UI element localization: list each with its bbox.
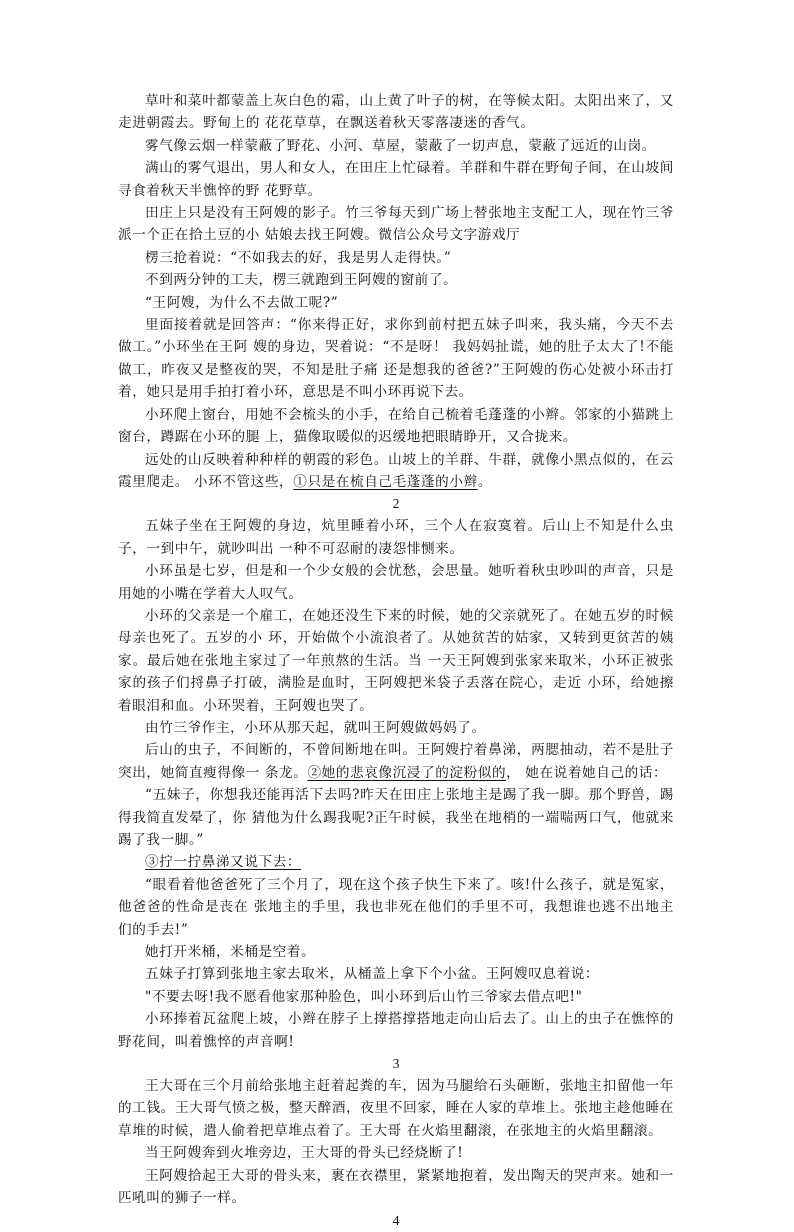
section-number: 2 xyxy=(392,496,400,512)
paragraph xyxy=(118,739,674,784)
paragraph xyxy=(118,851,674,873)
section-number: 4 xyxy=(392,1212,400,1228)
paragraph: 田庄上只是没有王阿嫂的影子。竹三爷每天到广场上替张地主支配工人，现在竹三爷派一个正在拾土豆的小 姑娘去找王阿嫂。微信公众号文字游戏厅 xyxy=(118,205,674,244)
paragraph-text: 后山的虫子，不间断的，不曾间断地在叫。王阿嫂拧着鼻涕，两腮抽动，若不是肚子突出，她简直瘦得像一 条龙。 xyxy=(118,742,674,781)
paragraph: 满山的雾气退出，男人和女人，在田庄上忙碌着。羊群和牛群在野甸子间，在山坡间寻食着秋天半憔悴的野 花野草。 xyxy=(118,160,674,199)
paragraph: 草叶和菜叶都蒙盖上灰白色的霜，山上黄了叶子的树，在等候太阳。太阳出来了，又走进朝霞去。野甸上的 花花草草，在飘送着秋天零落凄迷的香气。 xyxy=(118,93,674,132)
paragraph xyxy=(118,449,674,494)
document-body xyxy=(118,90,674,1232)
paragraph-text: ， 她在说着她自己的话： xyxy=(506,764,668,781)
paragraph: “王阿嫂，为什么不去做工呢?” xyxy=(145,294,339,311)
paragraph: 小环捧着瓦盆爬上坡，小辫在脖子上撑搭撑搭地走向山后去了。山上的虫子在憔悴的野花间，叫着憔悴的声音啊! xyxy=(118,1011,674,1050)
paragraph: 楞三抢着说：“不如我去的好，我是男人走得快。” xyxy=(145,249,452,266)
paragraph: 她打开米桶，米桶是空着。 xyxy=(145,944,316,961)
paragraph: 王大哥在三个月前给张地主赶着起粪的车，因为马腿给石头砸断，张地主扣留他一年的工钱。王大哥气愤之极，整天醉酒，夜里不回家，睡在人家的草堆上。张地主趁他睡在草堆的时候，遣人偷着把草堆点着了。王大哥 在火焰里翻滚，在张地主的火焰里翻滚。 xyxy=(118,1078,674,1139)
paragraph: 当王阿嫂奔到火堆旁边，王大哥的骨头已经烧断了! xyxy=(145,1145,464,1162)
underlined-annotation: ①只是在梳自己毛蓬蓬的小辫 xyxy=(293,473,478,490)
paragraph-text: 。 xyxy=(477,473,492,490)
paragraph: 雾气像云烟一样蒙蔽了野花、小河、草屋，蒙蔽了一切声息，蒙蔽了远近的山岗。 xyxy=(145,137,656,154)
paragraph: “眼看着他爸爸死了三个月了，现在这个孩子快生下来了。咳!什么孩子，就是冤家，他爸爸的性命是丧在 张地主的手里，我也非死在他们的手里不可，我想谁也逃不出地主们的手去!” xyxy=(118,876,674,938)
paragraph: 小环虽是七岁，但是和一个少女般的会忧愁，会思量。她听着秋虫吵叫的声音，只是用她的小嘴在学着大人叹气。 xyxy=(118,563,674,602)
paragraph: 五妹子打算到张地主家去取米，从桶盖上拿下个小盆。王阿嫂叹息着说： xyxy=(145,966,600,983)
paragraph: 里面接着就是回答声：“你来得正好，求你到前村把五妹子叫来，我头痛，今天不去做工。”小环坐在王阿 嫂的身边，哭着说：“不是呀！ 我妈妈扯谎，她的肚子太大了!不能做工，昨夜又是整夜的哭，不知是肚子痛 还是想我的爸爸?”王阿嫂的伤心处被小环击打着，她只是用手拍打着小环，意思是不叫小环再说下去。 xyxy=(118,317,674,401)
section-number: 3 xyxy=(392,1056,400,1072)
paragraph: “五妹子，你想我还能再活下去吗?昨天在田庄上张地主是踢了我一脚。那个野兽，踢得我简直发晕了，你 猜他为什么踢我呢?正午时候，我坐在地梢的一端喘两口气，他就来踢了我一脚。” xyxy=(118,787,674,848)
paragraph: 五妹子坐在王阿嫂的身边，炕里睡着小环，三个人在寂寞着。后山上不知是什么虫子，一到中午，就吵叫出 一种不可忍耐的凄怨悱恻来。 xyxy=(118,518,674,557)
paragraph: 由竹三爷作主，小环从那天起，就叫王阿嫂做妈妈了。 xyxy=(145,719,486,736)
paragraph-text: 远处的山反映着种种样的朝霞的彩色。山坡上的羊群、牛群，就像小黑点似的，在云霞里爬走。 小环不管这些， xyxy=(118,451,674,490)
underlined-annotation: ③拧一拧鼻涕又说下去： xyxy=(145,854,302,871)
paragraph: 小环爬上窗台，用她不会梳头的小手，在给自己梳着毛蓬蓬的小辫。邻家的小猫跳上窗台，蹲踞在小环的腿 上，猫像取暖似的迟缓地把眼睛睁开，又合拢来。 xyxy=(118,406,674,446)
paragraph: 王阿嫂拾起王大哥的骨头来，裹在衣襟里，紧紧地抱着，发出陶天的哭声来。她和一匹吼叫的狮子一样。 xyxy=(118,1167,674,1207)
paragraph: "不要去呀!我不愿看他家那种脸色，叫小环到后山竹三爷家去借点吧!" xyxy=(145,988,583,1005)
paragraph: 小环的父亲是一个雇工，在她还没生下来的时候，她的父亲就死了。在她五岁的时候母亲也死了。五岁的小 环，开始做个小流浪者了。从她贫苦的姑家，又转到更贫苦的姨家。最后她在张地主家过了一年煎熬的生活。当 一天王阿嫂到张家来取米，小环正被张家的孩子们捋鼻子打破，满脸是血时，王阿嫂把米袋子丢落在院心，走近 小环，给她擦着眼泪和血。小环哭着，王阿嫂也哭了。 xyxy=(118,607,674,714)
paragraph: 不到两分钟的工夫，楞三就跑到王阿嫂的窗前了。 xyxy=(145,272,458,289)
underlined-annotation: ②她的悲哀像沉浸了的淀粉似的 xyxy=(307,764,507,781)
